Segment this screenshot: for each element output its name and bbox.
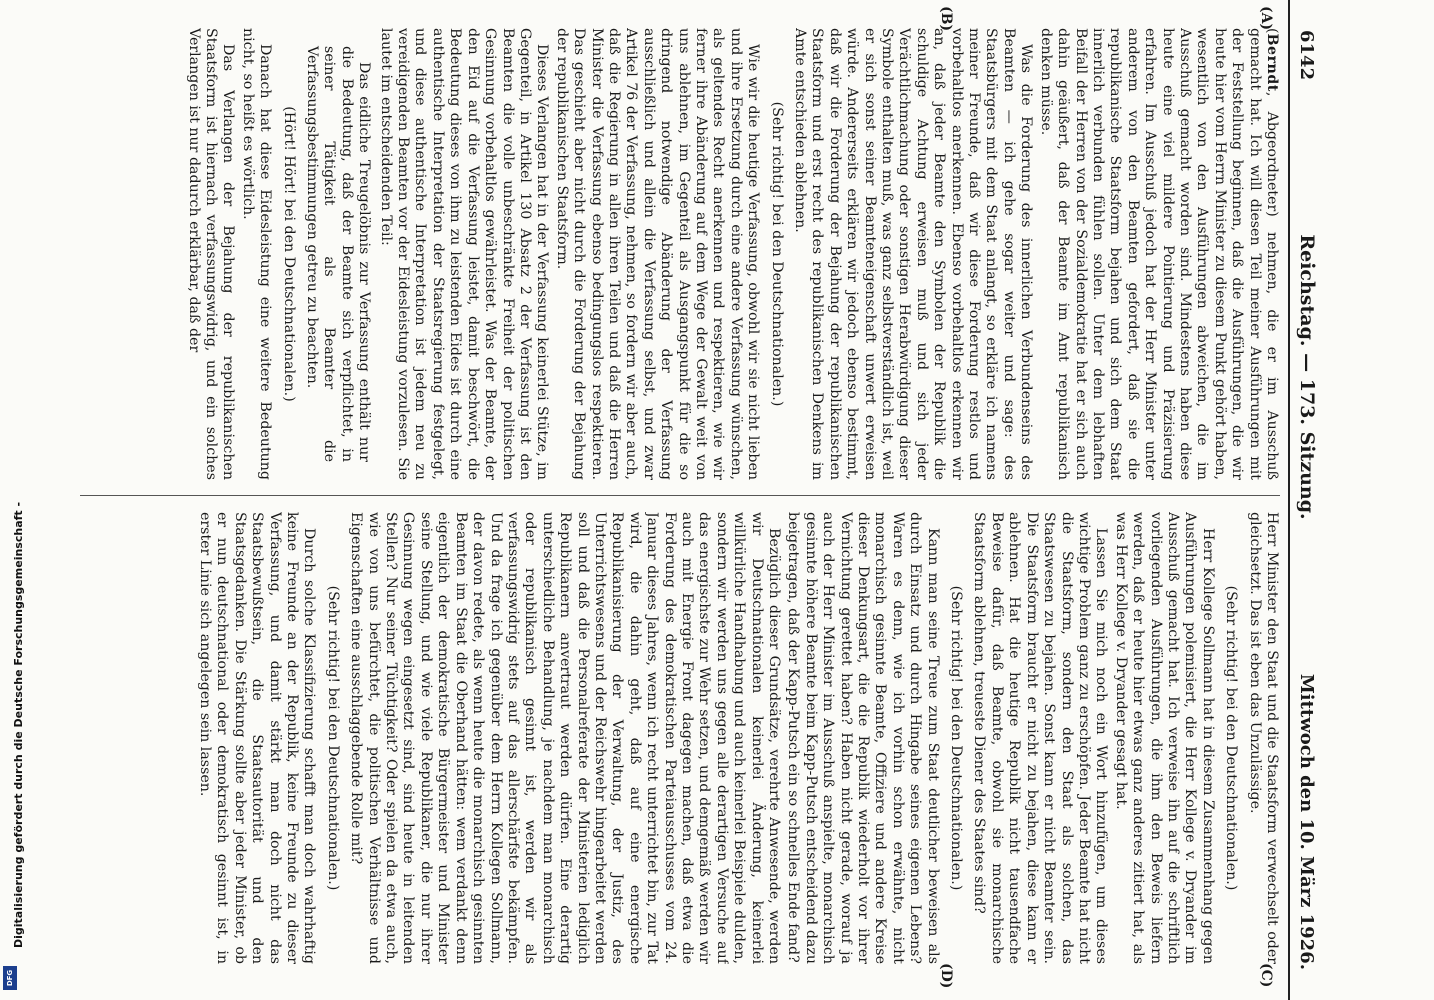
interjection: (Hört! Hört! bei den Deutschnationalen.) — [280, 106, 297, 402]
paragraph: Danach hat diese Eidesleistung eine weitere Bedeutung nicht, so heißt es wörtlich. — [239, 28, 274, 480]
paragraph: Kann man seine Treue zum Staat deutlicher beweisen als durch Einsatz und durch Hingabe seines eigenen Lebens? Waren es denn, wie ich vorhin schon erwähnte, nicht monarchisch gesinnte Beamte, Offiziere und andere Kreise dieser Denkungsart, die die Republik wiederholt vor ihrer Vernichtung gerettet haben? Haben nicht gerade, worauf ja auch der Herr Minister im Ausschuß anspielte, monarchisch gesinnte höhere Beamte beim Kapp-Putsch entscheidend dazu beigetragen, daß der Kapp-Putsch ein so schnelles Ende fand? — [785, 512, 941, 964]
left-text-column — [80, 28, 1280, 480]
paragraph: Herr Kollege Sollmann hat in diesem Zusammenhang gegen Ausführungen polemisiert, die Herr Kollege v. Dryander im Ausschuß gemacht hat. Ich verweise ihn auf die schriftlich vorliegenden Ausführungen, die ihm den Beweis liefern werden, daß er heute hier etwas ganz anderes zitiert hat, als was Herr Kollege v. Dryander gesagt hat. — [1112, 512, 1216, 964]
dfg-logo-text: DFG — [6, 969, 14, 987]
running-head — [1288, 0, 1326, 1000]
dfg-logo — [3, 966, 17, 990]
column-divider — [80, 495, 1280, 496]
margin-mark-b: (B) — [938, 6, 954, 32]
margin-mark-c: (C) — [1258, 963, 1274, 988]
quoted-oath: Das eidliche Treugelöbnis zur Verfassung enthält nur die Bedeutung, daß der Beamte sich verpflichtet, in seiner Tätigkeit als Beamter die Verfassungsbestimmungen getreu zu beachten. — [304, 46, 373, 462]
margin-mark-d: (D) — [938, 963, 954, 989]
page-title: Reichstag. — 173. Sitzung. — [1296, 234, 1318, 520]
paragraph-text: nehmen, die er im Ausschuß gemacht hat. Ich will diesen Teil meiner Ausführungen mit der Feststellung beginnen, daß die Ausführungen, die wir heute hier vom Herrn Minister zu diesem Punkt gehört haben, wesentlich von den Ausführungen abweichen, die im Ausschuß gemacht worden sind. Mindestens haben diese heute eine viel mildere Pointierung und Präzisierung erfahren. Im Ausschuß jedoch hat der Herr Minister unter anderem von den Beamten gefordert, daß sie die republikanische Staatsform bejahen und sich dem Staat innerlich verbunden fühlen sollen. Unter dem lebhaften Beifall der Herren von der Sozialdemokratie hat er sich auch dahin geäußert, daß der Beamte im Amt republikanisch denken müsse. — [1037, 28, 1280, 480]
session-date: Mittwoch den 10. März 1926. — [1296, 673, 1317, 970]
paragraph: Herr Minister den Staat und die Staatsform verwechselt oder gleichsetzt. Das ist eben das Unzulässige. — [1246, 512, 1280, 964]
paragraph: Durch solche Klassifizierung schafft man doch wahrhaftig keine Freunde an der Republik, keine Freunde zu dieser Verfassung, und damit stärkt man doch nicht das Staatsbewußtsein, die Staatsautorität und den Staatsgedanken. Die Stärkung sollte aber jeder Minister, ob er nun deutschnational oder demokratisch gesinnt ist, in erster Linie sich angelegen sein lassen. — [197, 512, 318, 964]
paragraph: Das Verlangen der Bejahung der republikanischen Staatsform ist hiernach verfassungswidrig, und ein solches Verlangen ist nur dadurch erklärbar, daß der — [185, 28, 237, 480]
interjection: (Sehr richtig! bei den Deutschnationalen.) — [768, 101, 785, 407]
speaker-paragraph: (Berndt, Abgeordneter) nehmen, die er im Ausschuß gemacht hat. Ich will diesen Teil meiner Ausführungen mit der Feststellung beginnen, daß die Ausführungen, die wir heute hier vom Herrn Minister zu diesem Punkt gehört haben, wesentlich von den Ausführungen abweichen, die im Ausschuß gemacht worden sind. Mindestens haben diese heute eine viel mildere Pointierung und Präzisierung erfahren. Im Ausschuß jedoch hat der Herr Minister unter anderem von den Beamten gefordert, daß sie die republikanische Staatsform bejahen und sich dem Staat innerlich verbunden fühlen sollen. Unter dem lebhaften Beifall der Herren von der Sozialdemokratie hat er sich auch dahin geäußert, daß der Beamte im Amt republikanisch denken müsse. — [1037, 28, 1280, 480]
paragraph: Dieses Verlangen hat in der Verfassung keinerlei Stütze, im Gegenteil, in Artikel 130 Absatz 2 der Verfassung ist den Beamten die volle unbeschränkte Freiheit der politischen Gesinnung vorbehaltlos gewährleistet. Was der Beamte, der den Eid auf die Verfassung leistet, damit beschwört, die Bedeutung dieses von ihm zu leistenden Eides ist durch eine authentische Interpretation der Staatsregierung festgelegt, und diese authentische Interpretation ist jedem neu zu vereidigenden Beamten vor der Eidesleistung vorzulesen. Sie lautet im entscheidenden Teil: — [377, 28, 551, 480]
dfg-credit-text: Digitalisierung gefördert durch die Deutsche Forschungsgemeinschaft - — [12, 501, 25, 948]
right-text-column — [80, 512, 1280, 964]
interjection: (Sehr richtig! bei den Deutschnationalen.) — [324, 585, 341, 891]
speaker-role: Abgeordneter — [1264, 111, 1280, 212]
interjection: (Sehr richtig! bei den Deutschnationalen.) — [948, 585, 965, 891]
paragraph: Was die Forderung des innerlichen Verbundenseins des Beamten — ich gehe sogar weiter und sage: des Staatsbürgers mit dem Staat anlangt, so erkläre ich namens meiner Freunde, daß wir diese Forderung restlos und vorbehaltlos anerkennen. Ebenso vorbehaltlos erkennen wir an, daß jeder Beamte den Symbolen der Republik die schuldige Achtung erweisen muß und sich jeder Verächtlichmachung oder sonstigen Herabwürdigung dieser Symbole enthalten muß, was ganz selbstverständlich ist, weil er sich sonst seiner Beamteneigenschaft unwert erweisen würde. Andererseits erklären wir jedoch ebenso bestimmt, daß wir die Forderung der Bejahung der republikanischen Staatsform und erst recht des republikanischen Denkens im Amte entschieden ablehnen. — [792, 28, 1035, 480]
paragraph: Bezüglich dieser Grundsätze, verehrte Anwesende, werden wir Deutschnationalen keinerlei Änderung, keinerlei willkürliche Handhabung und auch keinerlei Beispiele dulden, sondern wir werden uns gegen alle derartigen Versuche auf das energischste zur Wehr setzen, und demgemäß werden wir auch mit Energie Front dagegen machen, daß etwa die Forderung des demokratischen Parteiausschusses vom 24. Januar dieses Jahres, wenn ich recht unterrichtet bin, zur Tat wird, die dahin geht, daß auf eine energische Republikanisierung der Verwaltung, der Justiz, des Unterrichtswesens und der Reichswehr hingearbeitet werden soll und daß die Personalreferate der Ministerien lediglich Republikanern anvertraut werden dürfen. Eine derartig unterschiedliche Behandlung, je nachdem man monarchisch oder republikanisch gesinnt ist, werden wir als verfassungswidrig stets auf das allerschärfste bekämpfen. Und da frage ich gegenüber dem Herrn Kollegen Sollmann, der davon redete, als wenn heute die monarchisch gesinnten Beamten im Staat die Oberhand hätten: wem verdankt denn eigentlich der demokratische Bürgermeister und Minister seine Stellung, und wie viele Republikaner, die nur ihrer Gesinnung wegen eingesetzt sind, sind heute in leitenden Stellen? Nur seiner Tüchtigkeit? Oder spielen da etwa auch, wie von uns befürchtet, die politischen Verhältnisse und Eigenschaften eine ausschlaggebende Rolle mit? — [348, 512, 783, 964]
paragraph: Lassen Sie mich noch ein Wort hinzufügen, um dieses wichtige Problem ganz zu erschöpfen. Jeder Beamte hat nicht die Staatsform, sondern den Staat als solchen, das Staatswesen zu bejahen. Sonst kann er nicht Beamter sein. Die Staatsform braucht er nicht zu bejahen, diese kann er ablehnen. Hat die heutige Republik nicht tausendfache Beweise dafür, daß Beamte, obwohl sie monarchische Staatsform ablehnen, treueste Diener des Staates sind? — [971, 512, 1110, 964]
paragraph: Wie wir die heutige Verfassung, obwohl wir sie nicht lieben und ihre Ersetzung durch eine andere Verfassung wünschen, als geltendes Recht anerkennen und respektieren, wie wir ferner ihre Abänderung auf dem Wege der Gewalt weit von uns ablehnen, im Gegenteil als Ausgangspunkt für die so dringend notwendige Abänderung der Verfassung ausschließlich und allein die Verfassung selbst, und zwar Artikel 76 der Verfassung, nehmen, so fordern wir aber auch, daß die Regierung in allen ihren Teilen und daß die Herren Minister die Verfassung ebenso bedingungslos respektieren. Das geschieht aber nicht durch die Forderung der Bejahung der republikanischen Staatsform. — [553, 28, 762, 480]
speaker-name: Berndt — [1264, 33, 1280, 92]
interjection: (Sehr richtig! bei den Deutschnationalen.) — [1223, 585, 1240, 891]
margin-mark-a: (A) — [1258, 6, 1274, 31]
digitization-footer — [0, 0, 25, 1000]
page-number: 6142 — [1296, 30, 1317, 81]
